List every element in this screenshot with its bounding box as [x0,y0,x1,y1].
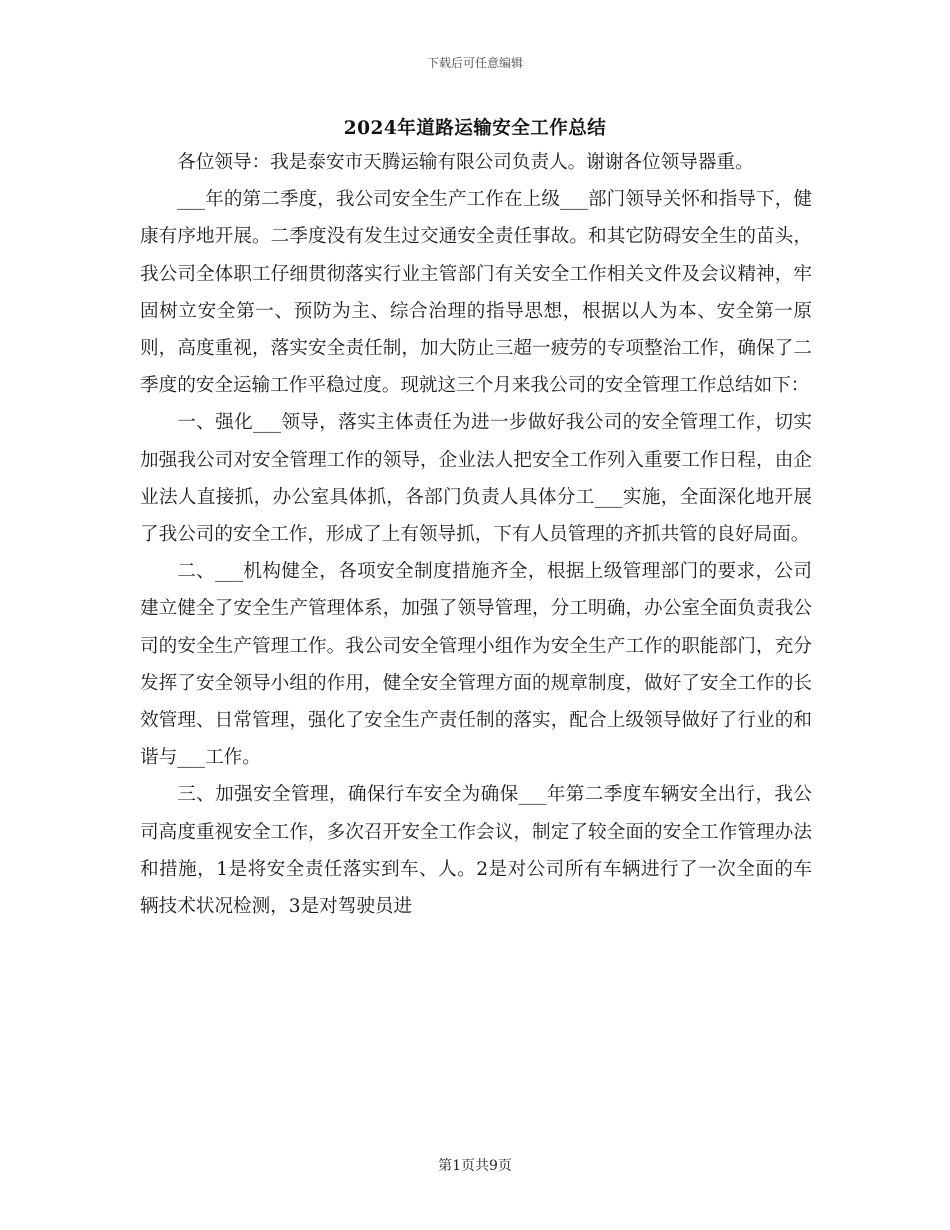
document-title: 2024年道路运输安全工作总结 [343,118,607,139]
document-body [140,144,812,925]
paragraph-section-1: 一、强化___领导，落实主体责任为进一步做好我公司的安全管理工作，切实加强我公司对安全管理工作的领导，企业法人把安全工作列入重要工作日程，由企业法人直接抓，办公室具体抓，各部门负责人具体分工___实施，全面深化地开展了我公司的安全工作，形成了上有领导抓，下有人员管理的齐抓共管的良好局面。 [140,412,812,546]
paragraph-overview: ___年的第二季度，我公司安全生产工作在上级___部门领导关怀和指导下，健康有序地开展。二季度没有发生过交通安全责任事故。和其它防碍安全生的苗头，我公司全体职工仔细贯彻落实行业主管部门有关安全工作相关文件及会议精神，牢固树立安全第一、预防为主、综合治理的指导思想，根据以人为本、安全第一原则，高度重视，落实安全责任制，加大防止三超一疲劳的专项整治工作，确保了二季度的安全运输工作平稳过度。现就这三个月来我公司的安全管理工作总结如下： [140,189,812,397]
page-number: 第1页共9页 [438,1158,512,1174]
paragraph-section-3: 三、加强安全管理，确保行车安全为确保___年第二季度车辆安全出行，我公司高度重视安全工作，多次召开安全工作会议，制定了较全面的安全工作管理办法和措施，1是将安全责任落实到车、人。2是对公司所有车辆进行了一次全面的车辆技术状况检测，3是对驾驶员进 [140,784,812,918]
paragraph-greeting: 各位领导：我是泰安市天腾运输有限公司负责人。谢谢各位领导器重。 [177,152,754,173]
paragraph-section-2: 二、___机构健全，各项安全制度措施齐全，根据上级管理部门的要求，公司建立健全了安全生产管理体系，加强了领导管理，分工明确，办公室全面负责我公司的安全生产管理工作。我公司安全管理小组作为安全生产工作的职能部门，充分发挥了安全领导小组的作用，健全安全管理方面的规章制度，做好了安全工作的长效管理、日常管理，强化了安全生产责任制的落实，配合上级领导做好了行业的和谐与___工作。 [140,561,812,769]
page-header-note: 下载后可任意编辑 [426,56,523,70]
